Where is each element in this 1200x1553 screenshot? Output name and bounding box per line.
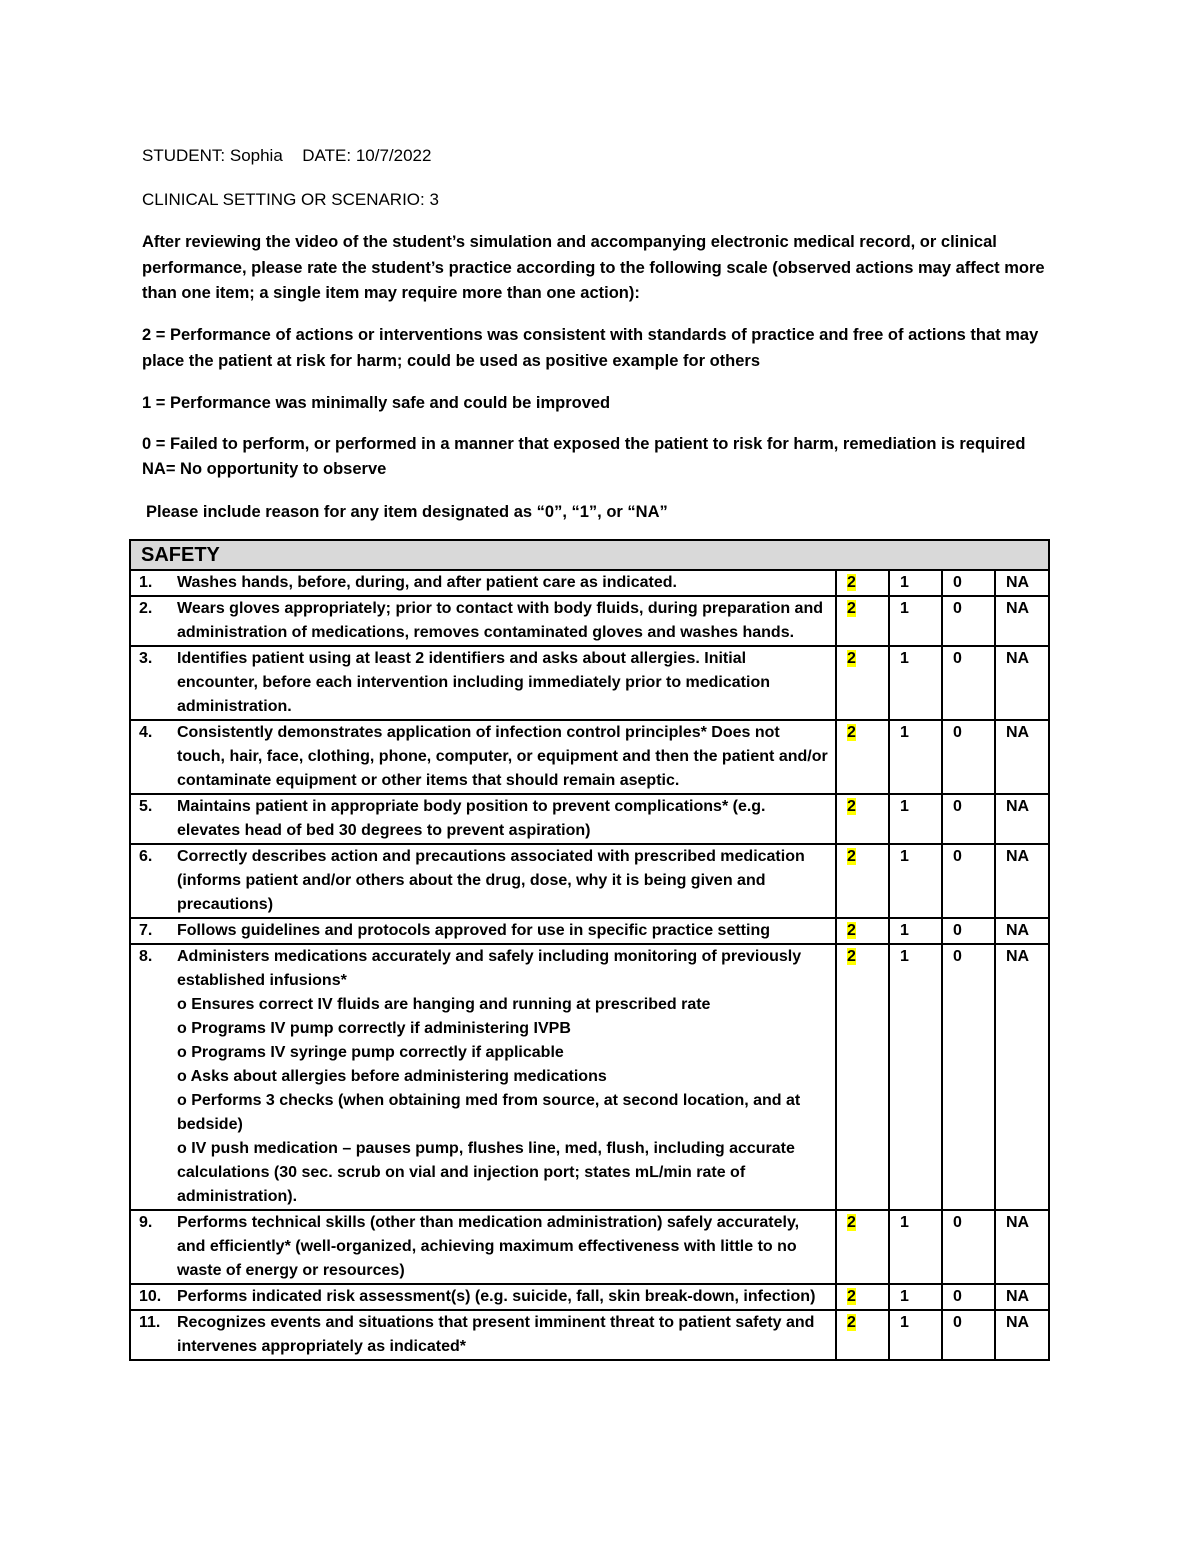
score-label: 2 bbox=[847, 922, 856, 939]
item-text: Identifies patient using at least 2 identifiers and asks about allergies. Initial encounter, before each intervention including immediately prior to medication administration. bbox=[177, 650, 770, 715]
setting-label: CLINICAL SETTING OR SCENARIO: bbox=[142, 190, 425, 209]
item-number: 3. bbox=[139, 650, 153, 667]
score-label: 0 bbox=[953, 724, 962, 741]
score-label: 2 bbox=[847, 798, 856, 815]
item-description bbox=[177, 721, 829, 793]
rubric-item-cell bbox=[130, 1284, 836, 1310]
score-label: 1 bbox=[900, 1314, 909, 1331]
score-option-2[interactable] bbox=[836, 1310, 889, 1360]
item-subpoint: o Ensures correct IV fluids are hanging and running at prescribed rate bbox=[177, 996, 711, 1013]
item-description bbox=[177, 1285, 829, 1309]
item-text: Consistently demonstrates application of infection control principles* Does not touch, hair, face, clothing, phone, computer, or equipment and then the patient and/or contaminate equipment or other items that should remain aseptic. bbox=[177, 724, 828, 789]
score-option-na[interactable] bbox=[995, 596, 1049, 646]
item-description bbox=[177, 1311, 829, 1359]
rubric-item-row bbox=[130, 1284, 1049, 1310]
safety-rubric-table bbox=[129, 539, 1050, 1361]
score-label: NA bbox=[1006, 1288, 1030, 1305]
score-label: 0 bbox=[953, 1314, 962, 1331]
item-subpoint: o Asks about allergies before administering medications bbox=[177, 1068, 607, 1085]
rubric-item-row bbox=[130, 1210, 1049, 1284]
item-description bbox=[177, 571, 829, 595]
item-description bbox=[177, 919, 829, 943]
score-option-0[interactable] bbox=[942, 1310, 995, 1360]
score-option-2[interactable] bbox=[836, 918, 889, 944]
item-description bbox=[177, 1211, 829, 1283]
item-text: Correctly describes action and precautions associated with prescribed medication (informs patient and/or others about the drug, dose, why it is being given and precautions) bbox=[177, 848, 805, 913]
score-option-1[interactable] bbox=[889, 596, 942, 646]
date-value: 10/7/2022 bbox=[355, 146, 432, 165]
score-option-1[interactable] bbox=[889, 720, 942, 794]
score-option-na[interactable] bbox=[995, 944, 1049, 1210]
score-label: 1 bbox=[900, 724, 909, 741]
rubric-item-row bbox=[130, 720, 1049, 794]
score-label: NA bbox=[1006, 650, 1030, 667]
scale-zero-description: 0 = Failed to perform, or performed in a manner that exposed the patient to risk for harm, remediation is required bbox=[142, 435, 1026, 453]
score-label: NA bbox=[1006, 848, 1030, 865]
score-label: 2 bbox=[847, 1214, 856, 1231]
item-text: Wears gloves appropriately; prior to contact with body fluids, during preparation and administration of medications, removes contaminated gloves and washes hands. bbox=[177, 600, 823, 641]
score-label: NA bbox=[1006, 1214, 1030, 1231]
item-description bbox=[177, 845, 829, 917]
score-option-0[interactable] bbox=[942, 794, 995, 844]
item-description bbox=[177, 945, 829, 1209]
score-option-na[interactable] bbox=[995, 1310, 1049, 1360]
item-number: 9. bbox=[139, 1214, 153, 1231]
score-option-2[interactable] bbox=[836, 794, 889, 844]
item-subpoint: o Performs 3 checks (when obtaining med from source, at second location, and at bedside) bbox=[177, 1092, 801, 1133]
score-option-na[interactable] bbox=[995, 720, 1049, 794]
score-option-1[interactable] bbox=[889, 1310, 942, 1360]
score-option-na[interactable] bbox=[995, 1210, 1049, 1284]
score-label: NA bbox=[1006, 948, 1030, 965]
item-text: Performs indicated risk assessment(s) (e.g. suicide, fall, skin break-down, infection) bbox=[177, 1288, 816, 1305]
score-option-2[interactable] bbox=[836, 844, 889, 918]
score-option-2[interactable] bbox=[836, 1210, 889, 1284]
score-label: 0 bbox=[953, 574, 962, 591]
score-option-2[interactable] bbox=[836, 570, 889, 596]
score-option-0[interactable] bbox=[942, 646, 995, 720]
section-title: SAFETY bbox=[130, 540, 1049, 570]
score-option-na[interactable] bbox=[995, 1284, 1049, 1310]
score-option-na[interactable] bbox=[995, 918, 1049, 944]
rubric-item-cell bbox=[130, 720, 836, 794]
score-option-0[interactable] bbox=[942, 1284, 995, 1310]
score-option-na[interactable] bbox=[995, 844, 1049, 918]
score-label: 0 bbox=[953, 948, 962, 965]
score-label: 1 bbox=[900, 948, 909, 965]
section-header-row bbox=[130, 540, 1049, 570]
scale-one-description: 1 = Performance was minimally safe and could be improved bbox=[142, 394, 611, 412]
rubric-item-row bbox=[130, 794, 1049, 844]
rubric-item-cell bbox=[130, 944, 836, 1210]
item-number: 1. bbox=[139, 574, 153, 591]
score-option-1[interactable] bbox=[889, 944, 942, 1210]
item-description bbox=[177, 597, 829, 645]
item-number: 4. bbox=[139, 724, 153, 741]
rubric-item-cell bbox=[130, 646, 836, 720]
item-number: 10. bbox=[139, 1288, 162, 1305]
scale-na-description: NA= No opportunity to observe bbox=[142, 460, 387, 478]
score-label: 0 bbox=[953, 1288, 962, 1305]
rubric-item-row bbox=[130, 1310, 1049, 1360]
score-label: NA bbox=[1006, 798, 1030, 815]
item-description bbox=[177, 647, 829, 719]
score-label: NA bbox=[1006, 574, 1030, 591]
rubric-item-row bbox=[130, 570, 1049, 596]
student-name: Sophia bbox=[229, 146, 283, 165]
score-label: 0 bbox=[953, 650, 962, 667]
rubric-item-row bbox=[130, 944, 1049, 1210]
setting-value: 3 bbox=[429, 190, 439, 209]
score-label: NA bbox=[1006, 600, 1030, 617]
item-subpoint: o IV push medication – pauses pump, flushes line, med, flush, including accurate calculations (30 sec. scrub on vial and injection port; states mL/min rate of administration). bbox=[177, 1140, 795, 1205]
item-text: Follows guidelines and protocols approved for use in specific practice setting bbox=[177, 922, 770, 939]
item-subpoint: o Programs IV syringe pump correctly if applicable bbox=[177, 1044, 564, 1061]
score-option-1[interactable] bbox=[889, 570, 942, 596]
score-label: 1 bbox=[900, 650, 909, 667]
score-label: 2 bbox=[847, 1288, 856, 1305]
score-option-2[interactable] bbox=[836, 646, 889, 720]
score-label: 1 bbox=[900, 600, 909, 617]
score-label: 2 bbox=[847, 1314, 856, 1331]
score-label: 0 bbox=[953, 1214, 962, 1231]
score-option-1[interactable] bbox=[889, 918, 942, 944]
score-label: 2 bbox=[847, 948, 856, 965]
clinical-setting-line bbox=[142, 187, 439, 212]
item-number: 8. bbox=[139, 948, 153, 965]
score-option-0[interactable] bbox=[942, 944, 995, 1210]
rubric-item-cell bbox=[130, 570, 836, 596]
item-text: Performs technical skills (other than medication administration) safely accurately, and efficiently* (well-organized, achieving maximum effectiveness with little to no waste of energy or resources) bbox=[177, 1214, 800, 1279]
item-text: Washes hands, before, during, and after patient care as indicated. bbox=[177, 574, 677, 591]
score-label: 1 bbox=[900, 574, 909, 591]
score-option-0[interactable] bbox=[942, 918, 995, 944]
score-label: 2 bbox=[847, 600, 856, 617]
item-number: 7. bbox=[139, 922, 153, 939]
score-label: 2 bbox=[847, 724, 856, 741]
rubric-item-cell bbox=[130, 844, 836, 918]
rubric-item-cell bbox=[130, 794, 836, 844]
rubric-item-cell bbox=[130, 1210, 836, 1284]
item-number: 2. bbox=[139, 600, 153, 617]
rubric-item-row bbox=[130, 596, 1049, 646]
score-label: 1 bbox=[900, 1214, 909, 1231]
rubric-item-row bbox=[130, 646, 1049, 720]
date-label: DATE: bbox=[302, 146, 352, 165]
score-label: NA bbox=[1006, 724, 1030, 741]
score-option-2[interactable] bbox=[836, 720, 889, 794]
instructions-paragraph: After reviewing the video of the student’s simulation and accompanying electronic medical record, or clinical performance, please rate the student’s practice according to the following scale (observed actions may affect more than one item; a single item may require more than one action): bbox=[142, 233, 1045, 302]
item-number: 11. bbox=[139, 1314, 161, 1331]
item-number: 5. bbox=[139, 798, 153, 815]
score-label: 0 bbox=[953, 600, 962, 617]
score-option-0[interactable] bbox=[942, 570, 995, 596]
score-label: 1 bbox=[900, 848, 909, 865]
score-option-0[interactable] bbox=[942, 1210, 995, 1284]
student-date-line bbox=[142, 143, 431, 168]
item-description bbox=[177, 795, 829, 843]
item-text: Recognizes events and situations that present imminent threat to patient safety and intervenes appropriately as indicated* bbox=[177, 1314, 815, 1355]
score-label: NA bbox=[1006, 1314, 1030, 1331]
rubric-item-cell bbox=[130, 918, 836, 944]
score-label: 1 bbox=[900, 1288, 909, 1305]
score-option-0[interactable] bbox=[942, 596, 995, 646]
score-option-2[interactable] bbox=[836, 1284, 889, 1310]
score-option-na[interactable] bbox=[995, 794, 1049, 844]
score-option-1[interactable] bbox=[889, 646, 942, 720]
score-label: 2 bbox=[847, 650, 856, 667]
score-label: 0 bbox=[953, 848, 962, 865]
score-label: 0 bbox=[953, 798, 962, 815]
rubric-item-row bbox=[130, 844, 1049, 918]
item-number: 6. bbox=[139, 848, 153, 865]
score-option-1[interactable] bbox=[889, 794, 942, 844]
score-option-0[interactable] bbox=[942, 844, 995, 918]
score-option-1[interactable] bbox=[889, 844, 942, 918]
item-text: Maintains patient in appropriate body position to prevent complications* (e.g. elevates head of bed 30 degrees to prevent aspiration) bbox=[177, 798, 766, 839]
score-label: NA bbox=[1006, 922, 1030, 939]
item-subpoint: o Programs IV pump correctly if administering IVPB bbox=[177, 1020, 571, 1037]
scale-two-description: 2 = Performance of actions or interventions was consistent with standards of practice and free of actions that may place the patient at risk for harm; could be used as positive example for others bbox=[142, 326, 1039, 370]
score-option-1[interactable] bbox=[889, 1210, 942, 1284]
score-label: 2 bbox=[847, 574, 856, 591]
score-label: 2 bbox=[847, 848, 856, 865]
score-option-0[interactable] bbox=[942, 720, 995, 794]
rubric-item-row bbox=[130, 918, 1049, 944]
student-label: STUDENT: bbox=[142, 146, 226, 165]
score-label: 1 bbox=[900, 798, 909, 815]
score-option-na[interactable] bbox=[995, 646, 1049, 720]
score-label: 1 bbox=[900, 922, 909, 939]
item-text: Administers medications accurately and safely including monitoring of previously established infusions* bbox=[177, 948, 802, 989]
rubric-item-cell bbox=[130, 596, 836, 646]
rubric-item-cell bbox=[130, 1310, 836, 1360]
score-option-na[interactable] bbox=[995, 570, 1049, 596]
reason-note: Please include reason for any item designated as “0”, “1”, or “NA” bbox=[146, 503, 668, 521]
score-option-2[interactable] bbox=[836, 596, 889, 646]
score-option-2[interactable] bbox=[836, 944, 889, 1210]
score-option-1[interactable] bbox=[889, 1284, 942, 1310]
score-label: 0 bbox=[953, 922, 962, 939]
